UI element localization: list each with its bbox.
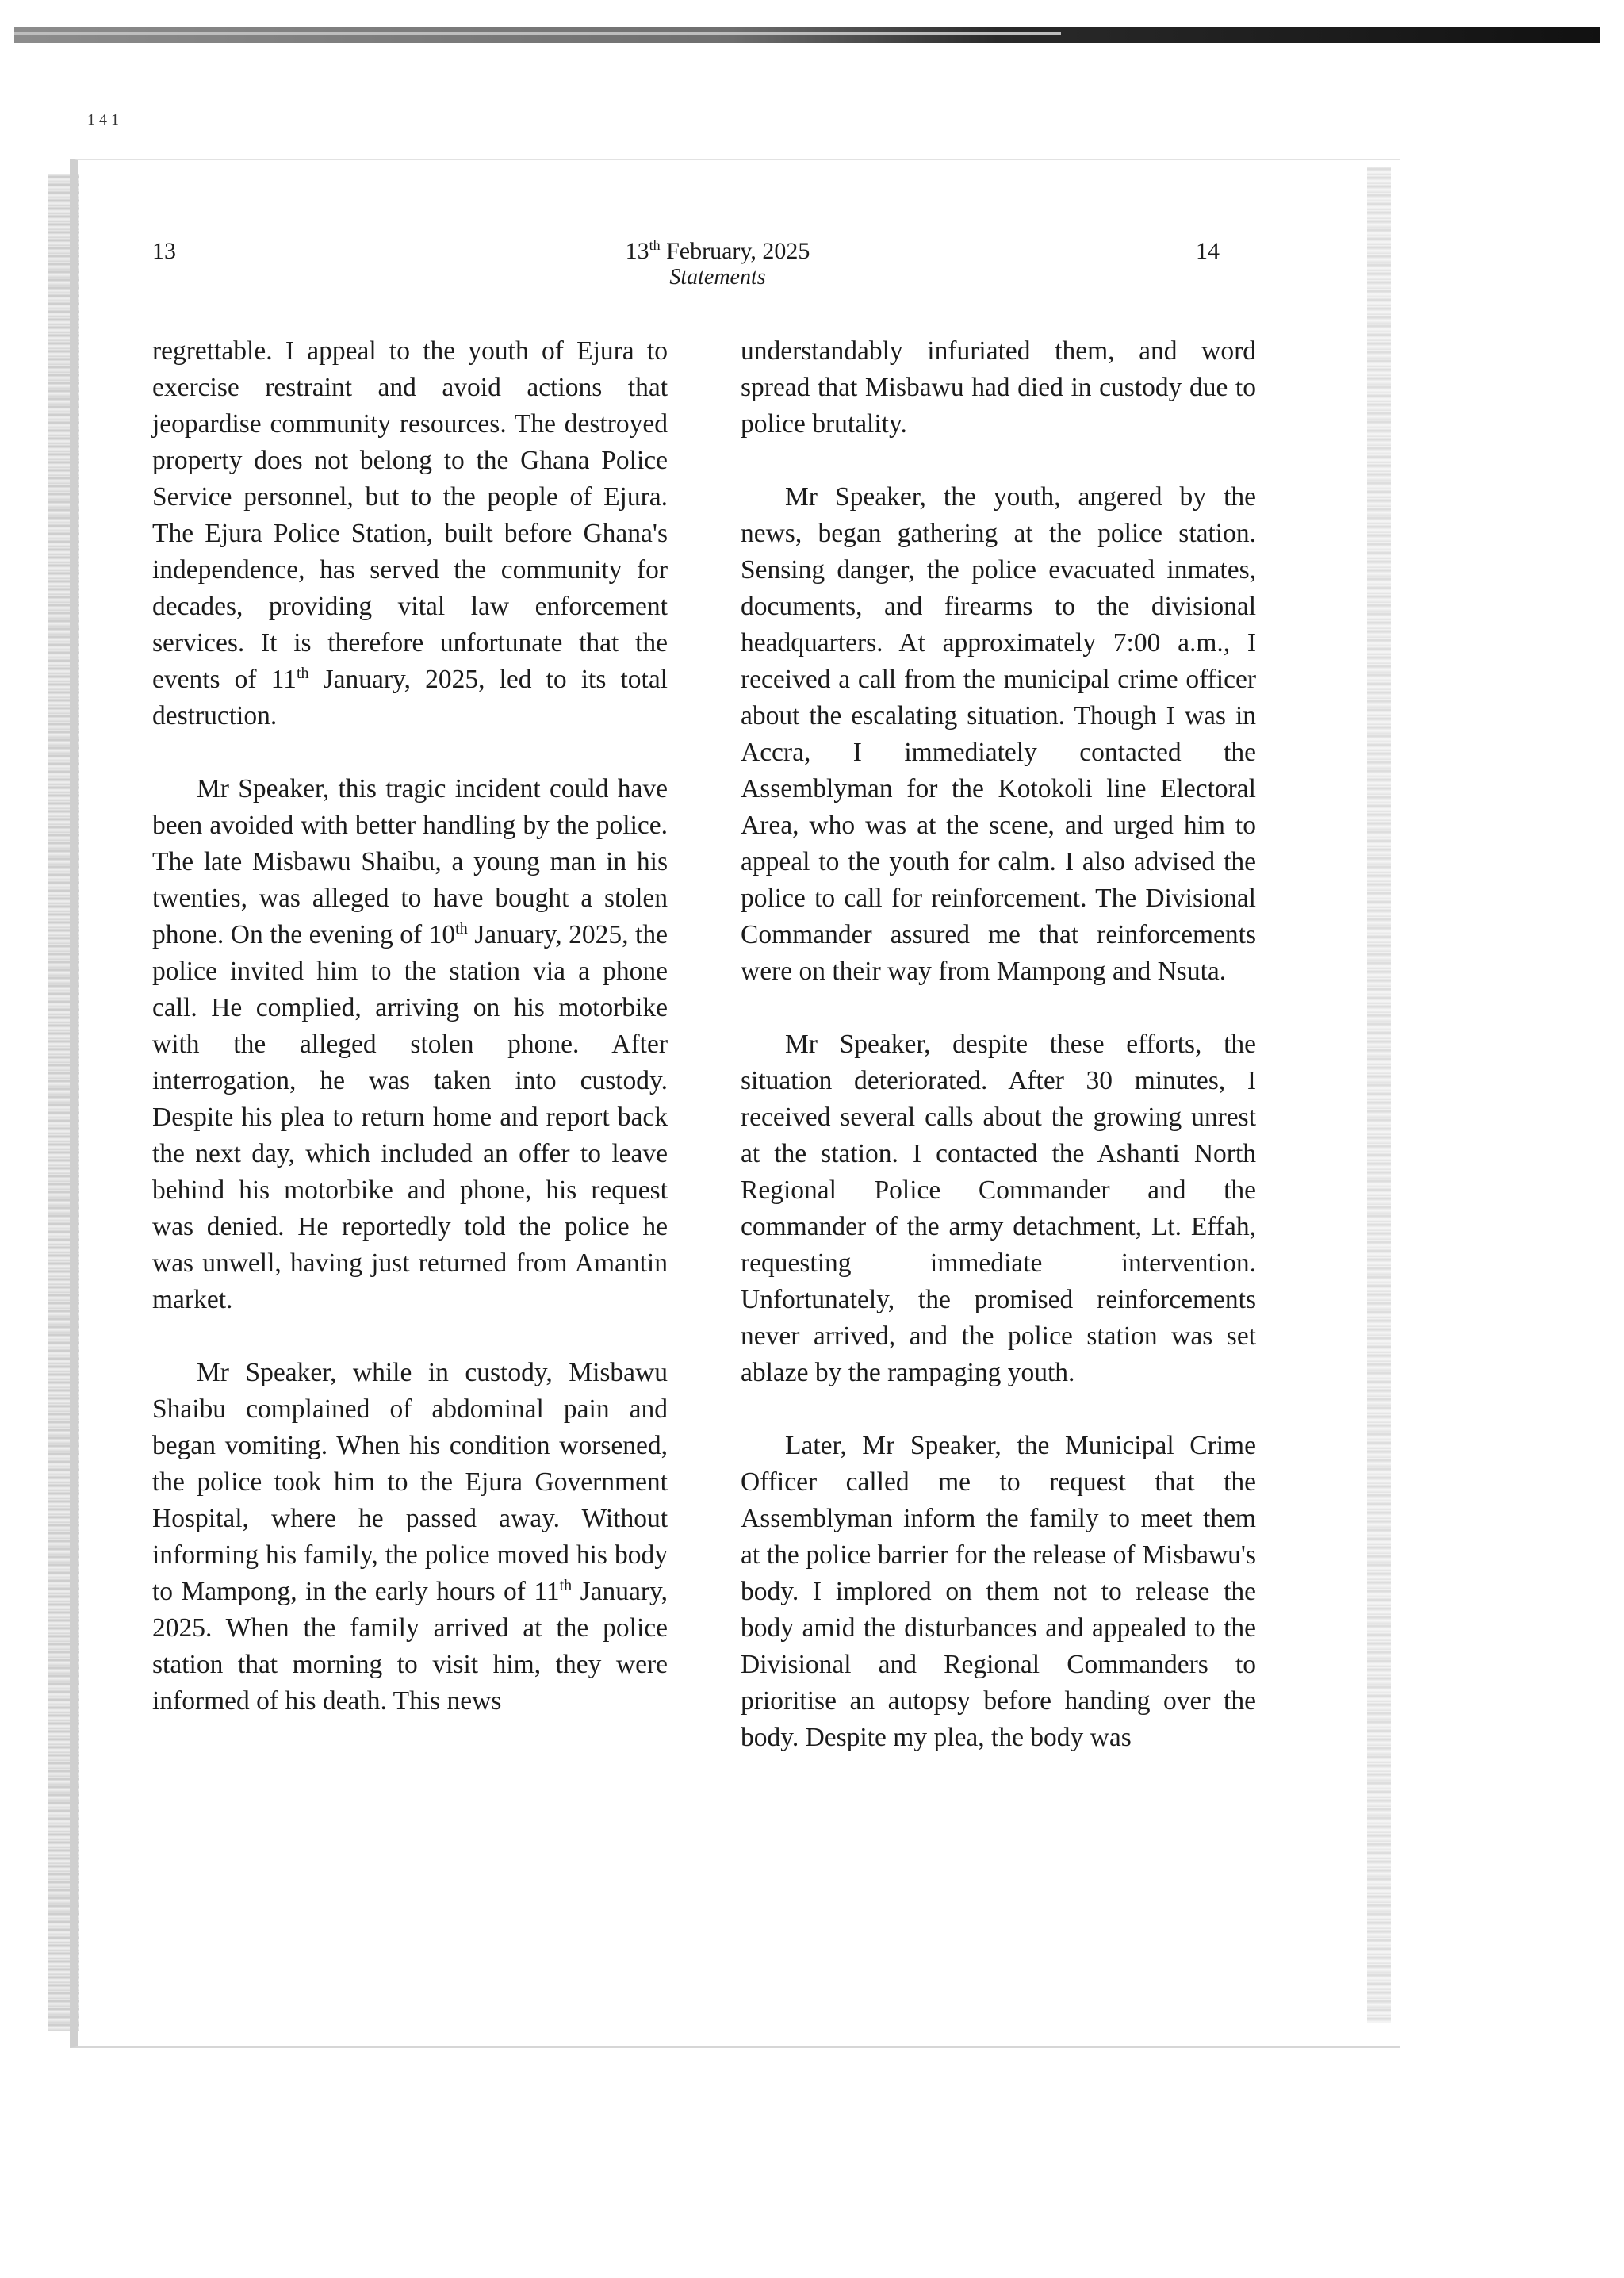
corner-page-mark: 1 4 1 (87, 111, 119, 128)
paragraph: Mr Speaker, the youth, angered by the news, began gathering at the police station. Sensing danger, the police evacuated inmates, documents, and firearms to the divisional headquarters. At approximately 7:00 a.m., I received a call from the municipal crime officer about the escalating situation. Though I was in Accra, I immediately contacted the Assemblyman for the Kotokoli line Electoral Area, who was at the scene, and urged him to appeal to the youth for calm. I also advised the police to call for reinforcement. The Divisional Commander assured me that reinforcements were on their way from Mampong and Nsuta. (741, 482, 1256, 986)
section-title: Statements (669, 265, 766, 290)
page-number-left: 13 (152, 238, 176, 264)
page-number-right: 14 (1196, 238, 1220, 264)
paragraph: Mr Speaker, while in custody, Misbawu Shaibu complained of abdominal pain and began vomiting. When his condition worsened, the police took him to the Ejura Government Hospital, where he passed away. Without informing his family, the police moved his body to Mampong, in the early hours of 11th January, 2025. When the family arrived at the police station that morning to visit him, they were informed of his death. This news (152, 1358, 668, 1716)
right-column (741, 333, 1256, 1793)
header-date: 13th February, 2025 (625, 237, 810, 264)
paragraph: understandably infuriated them, and word spread that Misbawu had died in custody due to police brutality. (741, 336, 1256, 439)
paragraph: Later, Mr Speaker, the Municipal Crime Officer called me to request that the Assemblyman inform the family to meet them at the police barrier for the release of Misbawu's body. I implored on them not to release the body amid the disturbances and appealed to the Divisional and Regional Commanders to prioritise an autopsy before handing over the body. Despite my plea, the body was (741, 1431, 1256, 1752)
scan-top-edge (14, 27, 1600, 43)
paragraph: Mr Speaker, despite these efforts, the situation deteriorated. After 30 minutes, I received several calls about the growing unrest at the station. I contacted the Ashanti North Regional Police Commander and the commander of the army detachment, Lt. Effah, requesting immediate intervention. Unfortunately, the promised reinforcements never arrived, and the police station was set ablaze by the rampaging youth. (741, 1030, 1256, 1387)
paragraph: Mr Speaker, this tragic incident could have been avoided with better handling by the police. The late Misbawu Shaibu, a young man in his twenties, was alleged to have bought a stolen phone. On the evening of 10th January, 2025, the police invited him to the station via a phone call. He complied, arriving on his motorbike with the alleged stolen phone. After interrogation, he was taken into custody. Despite his plea to return home and report back the next day, which included an offer to leave behind his motorbike and phone, his request was denied. He reportedly told the police he was unwell, having just returned from Amantin market. (152, 774, 668, 1314)
paragraph: regrettable. I appeal to the youth of Ejura to exercise restraint and avoid actions that jeopardise community resources. The destroyed property does not belong to the Ghana Police Service personnel, but to the people of Ejura. The Ejura Police Station, built before Ghana's independence, has served the community for decades, providing vital law enforcement services. It is therefore unfortunate that the events of 11th January, 2025, led to its total destruction. (152, 336, 668, 731)
left-column (152, 333, 668, 1756)
page-header (492, 238, 944, 290)
